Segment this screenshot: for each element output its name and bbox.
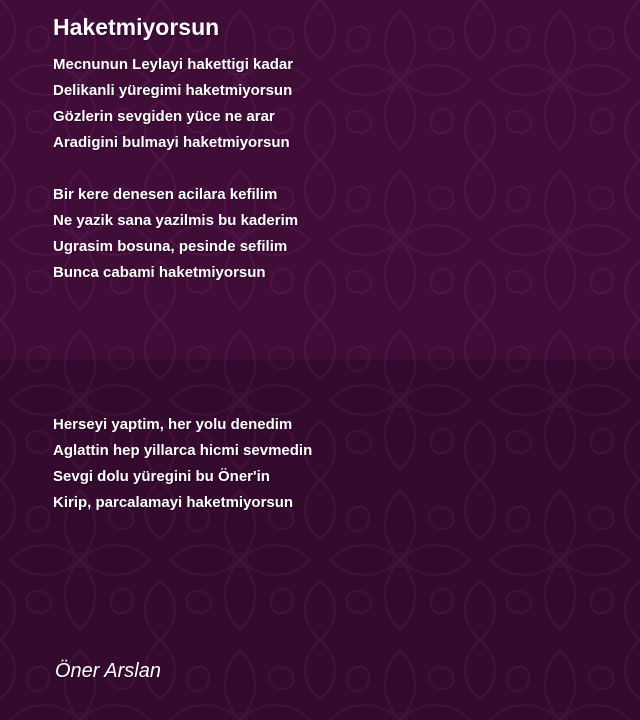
poem-line: Ne yazik sana yazilmis bu kaderim <box>53 212 299 229</box>
stanza-3 <box>53 412 312 516</box>
poem-line: Sevgi dolu yüregini bu Öner'in <box>53 468 270 485</box>
stanza-2 <box>53 182 298 286</box>
poem-line: Aradigini bulmayi haketmiyorsun <box>53 134 290 151</box>
poem-line: Bunca cabami haketmiyorsun <box>53 264 266 281</box>
poem-title: Haketmiyorsun <box>53 14 220 40</box>
poem-author: Öner Arslan <box>55 660 161 682</box>
poem-line: Gözlerin sevgiden yüce ne arar <box>53 108 275 125</box>
poem-line: Delikanli yüregimi haketmiyorsun <box>53 82 293 99</box>
poem-line: Herseyi yaptim, her yolu denedim <box>53 416 293 433</box>
poem-line: Ugrasim bosuna, pesinde sefilim <box>53 238 288 255</box>
poem-line: Bir kere denesen acilara kefilim <box>53 186 278 203</box>
stanza-1 <box>53 52 293 156</box>
poem-line: Mecnunun Leylayi hakettigi kadar <box>53 56 294 73</box>
poem-line: Kirip, parcalamayi haketmiyorsun <box>53 494 294 511</box>
poem-line: Aglattin hep yillarca hicmi sevmedin <box>53 442 313 459</box>
